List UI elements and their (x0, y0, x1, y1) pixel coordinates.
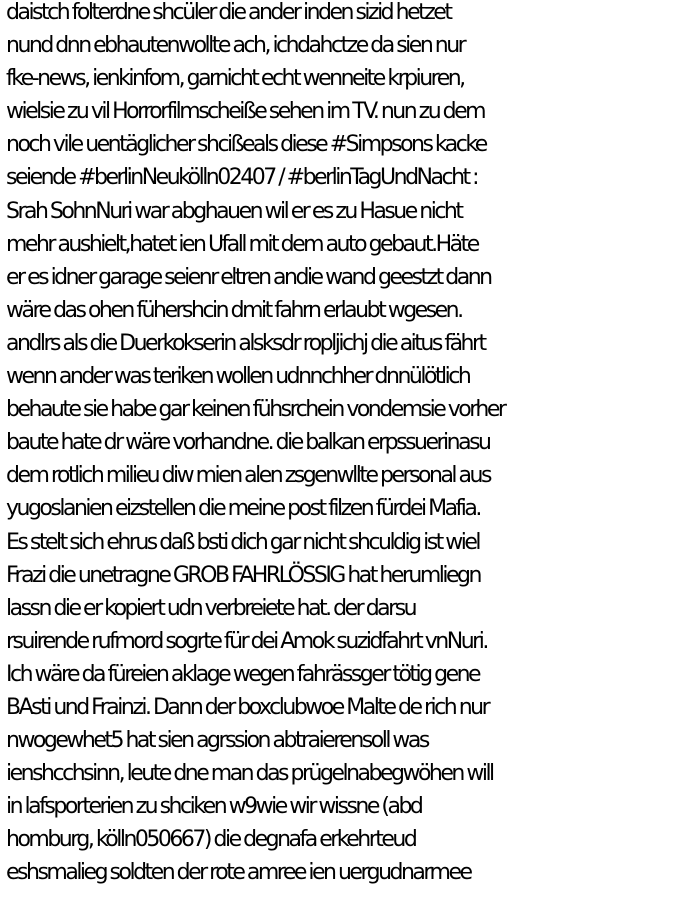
text-line: andlrs als die Duerkokserin alsksdr ropljichj die aitus fährt (6, 330, 485, 356)
text-line: daistch folterdne shcüler die ander inden sizid hetzet (6, 0, 451, 25)
text-line: mehr aushielt,hatet ien Ufall mit dem auto gebaut.Häte (6, 231, 478, 257)
text-line: behaute sie habe gar keinen fühsrchein vondemsie vorher (6, 397, 505, 423)
text-line: dem rotlich milieu diw mien alen zsgenwllte personal aus (6, 463, 490, 489)
text-line: eshsmalieg soldten der rote amree ien uergudnarmee (6, 860, 471, 886)
text-line: yugoslanien eizstellen die meine post filzen fürdei Mafia. (6, 496, 480, 522)
text-line: Ich wäre da füreien aklage wegen fahrässger tötig gene (6, 661, 480, 687)
text-line: Srah SohnNuri war abghauen wil er es zu Hasue nicht (6, 198, 462, 224)
text-line: nund dnn ebhautenwollte ach, ichdahctze da sien nur (6, 33, 465, 59)
text-line: Es stelt sich ehrus daß bsti dich gar nicht shculdig ist wiel (6, 529, 480, 555)
text-line: er es idner garage seienr eltren andie wand geestzt dann (6, 264, 491, 290)
text-line: nwogewhet5 hat sien agrssion abtraierensoll was (6, 728, 428, 754)
text-line: lassn die er kopiert udn verbreiete hat. der darsu (6, 595, 416, 621)
text-line: BAsti und Frainzi. Dann der boxclubwoe Malte de rich nur (6, 694, 489, 720)
text-line: rsuirende rufmord sogrte für dei Amok suzidfahrt vnNuri. (6, 628, 487, 654)
text-line: baute hate dr wäre vorhandne. die balkan erpssuerinasu (6, 430, 490, 456)
text-line: in lafsporterien zu shciken w9wie wir wissne (abd (6, 794, 422, 820)
text-line: wenn ander was teriken wollen udnnchher dnnülötlich (6, 364, 470, 390)
text-line: fke-news, ienkinfom, garnicht echt wenneite krpiuren, (6, 66, 464, 92)
text-line: wäre das ohen fühershcin dmit fahrn erlaubt wgesen. (6, 297, 462, 323)
text-line: homburg, kölln050667) die degnafa erkehrteud (6, 827, 416, 853)
document-text (6, 0, 684, 890)
text-line: ienshcchsinn, leute dne man das prügelnabegwöhen will (6, 761, 493, 787)
text-line: wielsie zu vil Horrorfilmscheiße sehen im TV. nun zu dem (6, 99, 485, 125)
text-line: Frazi die unetragne GROB FAHRLÖSSIG hat herumliegn (6, 562, 480, 588)
text-line: seiende #berlinNeukölln02407 / #berlinTagUndNacht : (6, 165, 478, 191)
text-line: noch vile uentäglicher shcißeals diese #Simpsons kacke (6, 132, 486, 158)
